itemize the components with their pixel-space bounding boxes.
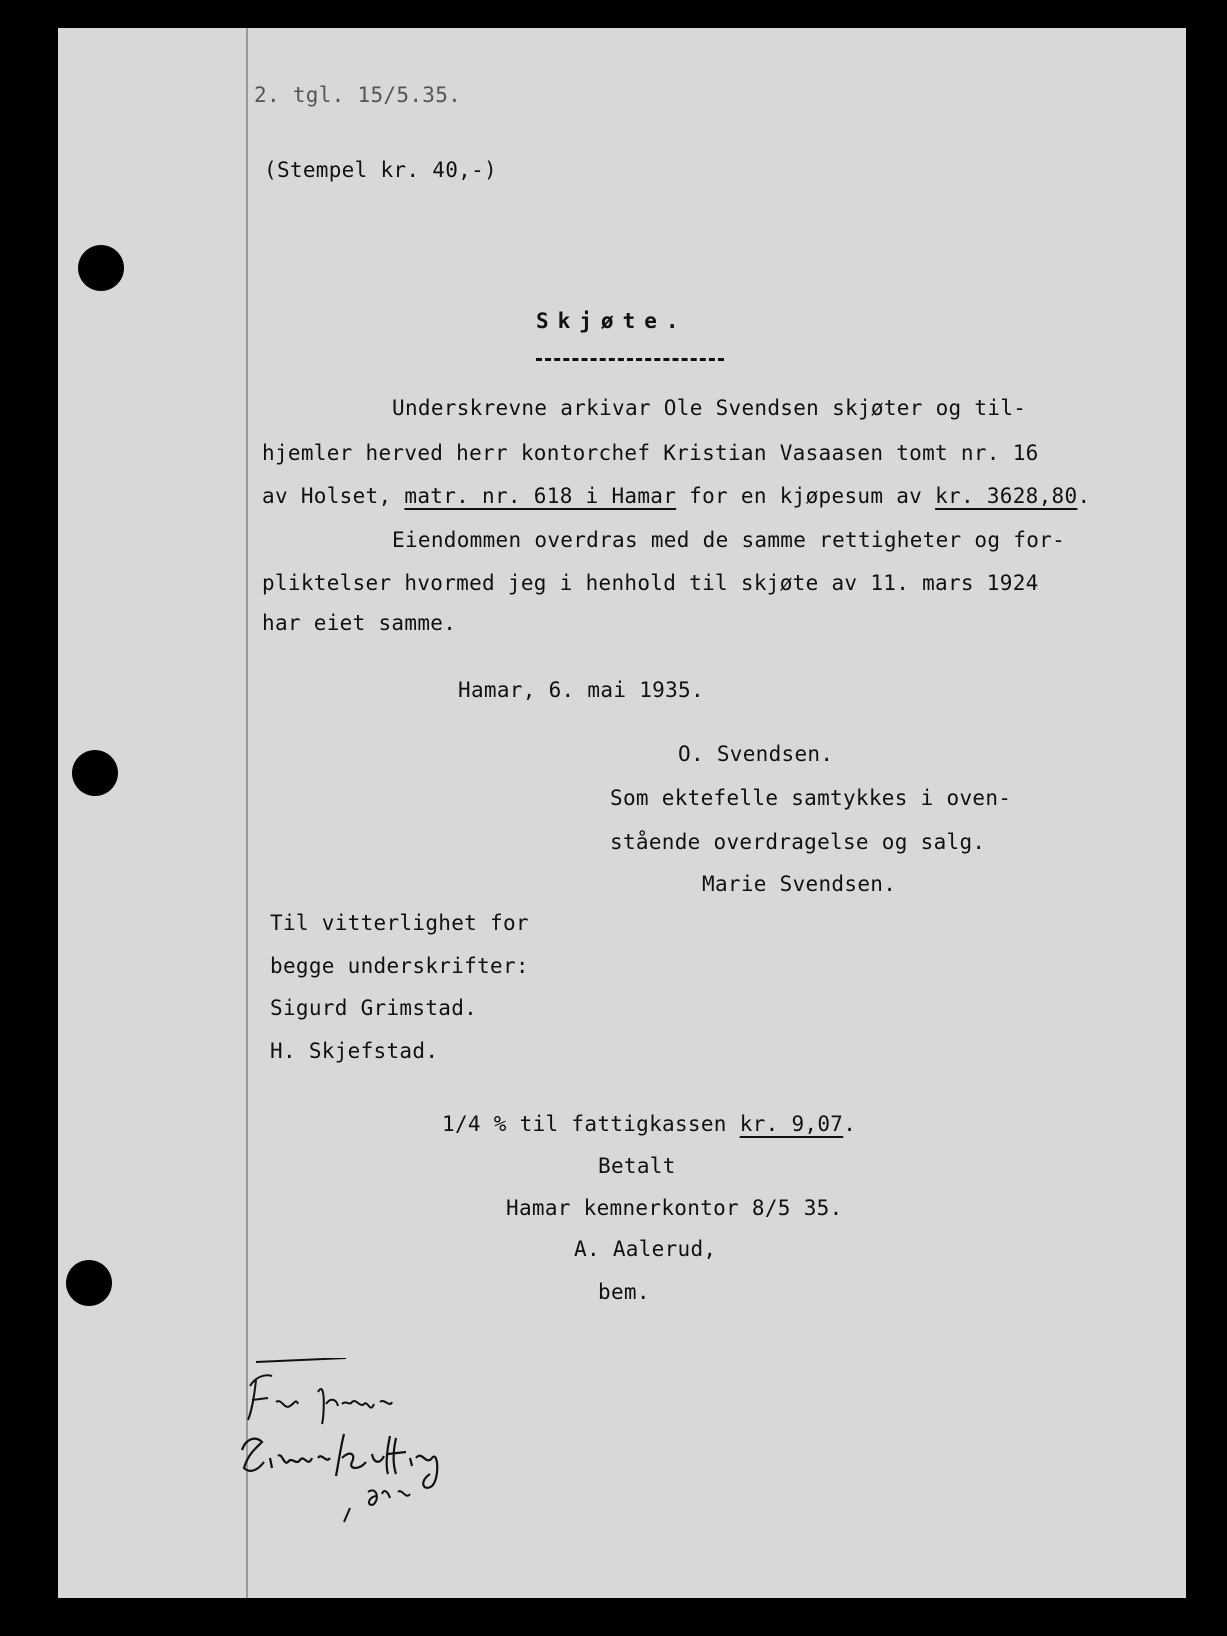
stamp-duty: (Stempel kr. 40,-) <box>264 158 497 182</box>
officer-title: bem. <box>598 1280 650 1304</box>
place-date: Hamar, 6. mai 1935. <box>458 678 704 702</box>
officer-name: A. Aalerud, <box>574 1237 717 1261</box>
body-line: har eiet samme. <box>262 611 457 635</box>
property-reference: matr. nr. 618 i Hamar <box>404 484 677 508</box>
body-line: pliktelser hvormed jeg i henhold til skjøte av 11. mars 1924 <box>262 571 1039 595</box>
punch-hole <box>66 1260 112 1306</box>
body-line <box>262 486 1090 507</box>
spouse-signature: Marie Svendsen. <box>702 872 897 896</box>
tax-office: Hamar kemnerkontor 8/5 35. <box>506 1196 843 1220</box>
body-line: Eiendommen overdras med de samme rettigheter og for- <box>392 528 1066 552</box>
title-underline <box>536 358 724 361</box>
fee-amount: kr. 9,07 <box>739 1112 844 1136</box>
handwritten-signature <box>226 1358 506 1558</box>
body-text: for en kjøpesum av <box>676 484 936 508</box>
consent-line: stående overdragelse og salg. <box>610 830 986 854</box>
witness-line: Til vitterlighet for <box>270 911 529 935</box>
punch-hole <box>78 245 124 291</box>
witness-line: begge underskrifter: <box>270 954 529 978</box>
body-text: av Holset, <box>262 484 405 508</box>
fee-line <box>442 1114 856 1135</box>
document-page <box>58 28 1186 1598</box>
punch-hole <box>72 750 118 796</box>
body-text: . <box>1077 484 1091 508</box>
document-title: Skjøte. <box>536 309 688 333</box>
witness-name: Sigurd Grimstad. <box>270 996 478 1020</box>
purchase-price: kr. 3628,80 <box>935 484 1078 508</box>
registration-note: 2. tgl. 15/5.35. <box>254 83 462 107</box>
fee-text: 1/4 % til fattigkassen <box>442 1112 740 1136</box>
fee-text: . <box>843 1112 857 1136</box>
witness-name: H. Skjefstad. <box>270 1039 439 1063</box>
body-line: Underskrevne arkivar Ole Svendsen skjøter og til- <box>392 396 1027 420</box>
consent-line: Som ektefelle samtykkes i oven- <box>610 786 1012 810</box>
seller-signature: O. Svendsen. <box>678 742 834 766</box>
body-line: hjemler herved herr kontorchef Kristian Vasaasen tomt nr. 16 <box>262 441 1039 465</box>
paid-label: Betalt <box>598 1154 676 1178</box>
